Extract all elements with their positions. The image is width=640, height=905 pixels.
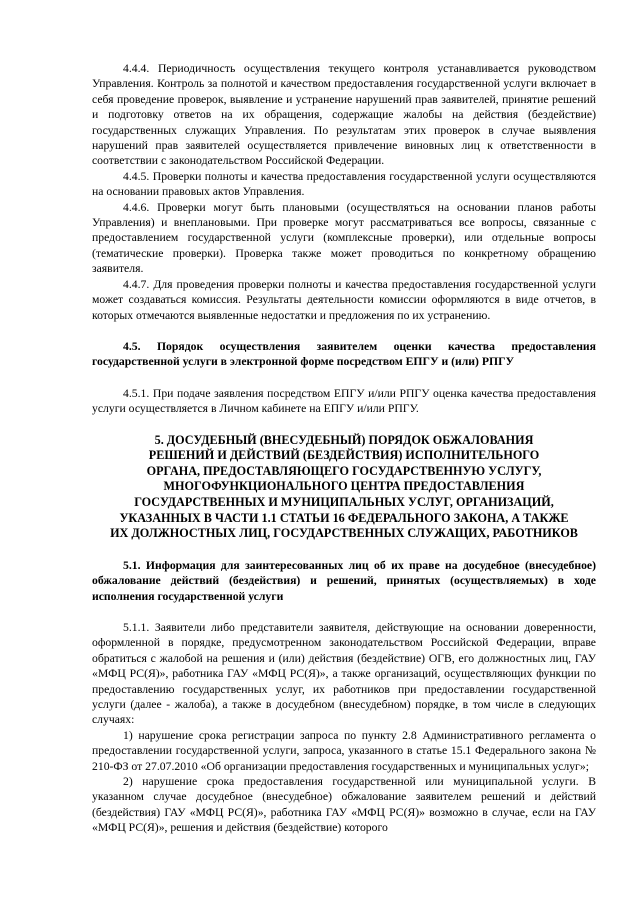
spacer [92, 417, 596, 433]
chapter-title-line: МНОГОФУНКЦИОНАЛЬНОГО ЦЕНТРА ПРЕДОСТАВЛЕНИЯ [163, 479, 525, 494]
paragraph-5-1-1: 5.1.1. Заявители либо представители заявителя, действующие на основании доверенности, оформленной в порядке, предусмотренном законодательством Российской Федерации, вправе обратиться с жалобой на решения и (или) действия (бездействие) ОГВ, его должностных лиц, ГАУ «МФЦ РС(Я)», работника ГАУ «МФЦ РС(Я)», а также организаций, осуществляющих функции по предоставлению государственных услуг, их работников при предоставлении государственной услуги (далее - жалоба), а также в досудебном (внесудебном) порядке, в том числе в следующих случаях: [92, 620, 596, 727]
paragraph-4-4-4: 4.4.4. Периодичность осуществления текущего контроля устанавливается руководством Управления. Контроль за полнотой и качеством предоставления государственной услуги включает в себя проведение проверок, выявление и устранение нарушений прав заявителей, принятие решений и подготовку ответов на их обращения, содержащие жалобы на действия (бездействие) государственных служащих Управления. По результатам этих проверок в случае выявления нарушений прав заявителей осуществляется привлечение виновных лиц к ответственности в соответствии с законодательством Российской Федерации. [92, 62, 596, 168]
paragraph-4-4-7: 4.4.7. Для проведения проверки полноты и качества предоставления государственной услуги может создаваться комиссия. Результаты деятельности комиссии оформляются в виде отчетов, в которых отмечаются выявленные недостатки и предложения по их устранению. [92, 277, 596, 322]
paragraph-4-4-6: 4.4.6. Проверки могут быть плановыми (осуществляться на основании планов работы Управления) и внеплановыми. При проверке могут рассматриваться все вопросы, связанные с предоставлением государственной услуги (комплексные проверки), или отдельные вопросы (тематические проверки). Проверка также может проводиться по конкретному обращению заявителя. [92, 200, 596, 276]
paragraph-4-4-5: 4.4.5. Проверки полноты и качества предоставления государственной услуги осуществляются на основании правовых актов Управления. [92, 169, 596, 199]
document-page [92, 61, 596, 836]
list-item-1: 1) нарушение срока регистрации запроса по пункту 2.8 Административного регламента о предоставлении государственной услуги, запроса, указанного в статье 15.1 Федерального закона № 210-ФЗ от 27.07.2010 «Об организации предоставления государственных и муниципальных услуг»; [92, 728, 596, 773]
chapter-title-line: ОРГАНА, ПРЕДОСТАВЛЯЮЩЕГО ГОСУДАРСТВЕННУЮ УСЛУГУ, [146, 463, 542, 478]
spacer [92, 323, 596, 339]
chapter-5-title [92, 433, 596, 542]
chapter-title-line: УКАЗАННЫХ В ЧАСТИ 1.1 СТАТЬИ 16 ФЕДЕРАЛЬНОГО ЗАКОНА, А ТАКЖЕ [119, 510, 569, 525]
paragraph-4-5-1: 4.5.1. При подаче заявления посредством ЕПГУ и/или РПГУ оценка качества предоставления услуги осуществляется в Личном кабинете на ЕПГУ и/или РПГУ. [92, 386, 596, 416]
chapter-title-line: ИХ ДОЛЖНОСТНЫХ ЛИЦ, ГОСУДАРСТВЕННЫХ СЛУЖАЩИХ, РАБОТНИКОВ [110, 526, 578, 541]
heading-5-1: 5.1. Информация для заинтересованных лиц об их праве на досудебное (внесудебное) обжалование действий (бездействия) и решений, принятых (осуществляемых) в ходе исполнения государственной услуги [92, 558, 596, 603]
list-item-2: 2) нарушение срока предоставления государственной или муниципальной услуги. В указанном случае досудебное (внесудебное) обжалование заявителем решений и действий (бездействия) ГАУ «МФЦ РС(Я)», работника ГАУ «МФЦ РС(Я)» возможно в случае, если на ГАУ «МФЦ РС(Я)», решения и действия (бездействие) которого [92, 774, 596, 835]
spacer [92, 604, 596, 620]
chapter-title-line: ГОСУДАРСТВЕННЫХ И МУНИЦИПАЛЬНЫХ УСЛУГ, ОРГАНИЗАЦИЙ, [134, 494, 554, 509]
heading-4-5: 4.5. Порядок осуществления заявителем оценки качества предоставления государственной услуги в электронной форме посредством ЕПГУ и (или) РПГУ [92, 339, 596, 369]
spacer [92, 370, 596, 386]
chapter-title-line: РЕШЕНИЙ И ДЕЙСТВИЙ (БЕЗДЕЙСТВИЯ) ИСПОЛНИТЕЛЬНОГО [148, 448, 540, 463]
chapter-title-line: 5. ДОСУДЕБНЫЙ (ВНЕСУДЕБНЫЙ) ПОРЯДОК ОБЖАЛОВАНИЯ [154, 432, 534, 447]
spacer [92, 542, 596, 558]
